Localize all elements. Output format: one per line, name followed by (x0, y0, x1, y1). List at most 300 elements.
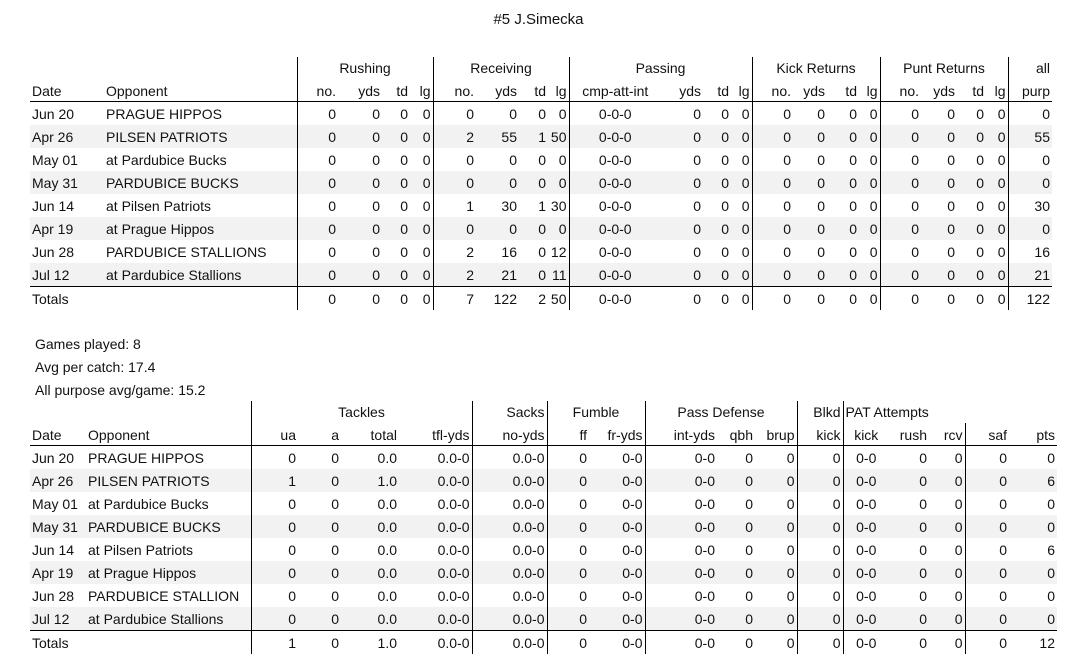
defense-cell: 0-0 (589, 607, 645, 631)
defense-cell: 0 (1047, 495, 1055, 512)
offense-totals-cell: 0 (793, 287, 827, 311)
offense-cell: 0 (997, 197, 1006, 214)
defense-cell: 0 (786, 449, 795, 466)
defense-cell: 0.0 (377, 587, 397, 604)
defense-cell: 0 (717, 607, 755, 631)
defense-cell: 0 (929, 515, 965, 538)
offense-cell: Jun 14 (32, 197, 75, 214)
offense-cell: 0 (880, 194, 921, 217)
defense-cell: 0.0-0 (472, 584, 547, 607)
offense-cell: 0 (693, 197, 701, 214)
offense-column-header: td (957, 79, 986, 102)
offense-totals-cell: 0 (703, 287, 731, 311)
offense-cell: 0 (297, 125, 338, 148)
defense-cell: 6 (1047, 541, 1055, 558)
defense-cell: May 31 (30, 515, 86, 538)
defense-totals-cell: 0 (547, 631, 589, 654)
defense-cell: 0 (331, 587, 339, 604)
offense-cell: 0 (382, 171, 410, 194)
defense-totals-cell: 1 (251, 631, 298, 654)
defense-cell: 0 (547, 561, 589, 584)
offense-cell: 0 (382, 125, 410, 148)
defense-cell: at Pardubice Bucks (88, 495, 209, 512)
defense-group-header: Pass Defense (645, 401, 797, 423)
offense-cell: 0 (827, 125, 859, 148)
defense-totals-cell: 0.0-0 (399, 631, 472, 654)
defense-cell: 0 (298, 561, 341, 584)
defense-cell: 0 (797, 538, 843, 561)
offense-cell: 16 (501, 243, 517, 260)
offense-cell: 50 (548, 125, 569, 148)
offense-group-header: Kick Returns (752, 57, 880, 79)
offense-column-header-row (30, 79, 1052, 102)
defense-totals-cell: 0.0-0 (472, 631, 547, 654)
offense-totals-cell (104, 287, 297, 311)
offense-cell: 0 (921, 217, 957, 240)
offense-cell: 0 (849, 151, 857, 168)
defense-cell: 0-0 (645, 515, 717, 538)
offense-cell: 0 (731, 263, 752, 287)
defense-totals-cell: 0-0 (645, 631, 717, 654)
offense-cell: 30 (1008, 194, 1052, 217)
defense-cell: 0 (1009, 607, 1057, 631)
offense-column-header: lg (410, 79, 433, 102)
offense-cell: Jun 28 (32, 243, 75, 260)
offense-cell: 0 (693, 151, 701, 168)
offense-cell: 2 (433, 125, 476, 148)
offense-column-header: no. (433, 79, 476, 102)
defense-cell: PARDUBICE BUCKS (86, 515, 251, 538)
defense-column-header: rcv (929, 423, 965, 446)
defense-cell: 0 (954, 495, 963, 512)
offense-cell: 0 (752, 263, 793, 287)
defense-cell: 0.0-0 (437, 587, 470, 604)
offense-cell: 0 (957, 263, 986, 287)
defense-group-header: Fumble (547, 401, 645, 423)
offense-cell: 0 (957, 171, 986, 194)
defense-cell: 0 (954, 541, 963, 558)
offense-totals-cell: 0 (986, 287, 1008, 311)
defense-cell: PILSEN PATRIOTS (86, 469, 251, 492)
offense-group-header-row (30, 57, 1052, 79)
defense-cell: 0 (745, 495, 753, 512)
offense-column-header: yds (476, 79, 519, 102)
defense-cell: 0.0 (377, 449, 397, 466)
defense-totals-cell: 0 (965, 631, 1009, 654)
defense-cell: 0 (298, 469, 341, 492)
offense-cell: 0 (410, 125, 433, 148)
offense-cell: 0 (509, 105, 517, 122)
offense-cell: 0 (976, 243, 984, 260)
offense-totals-cell: Totals (30, 287, 104, 311)
offense-cell: 0 (817, 243, 825, 260)
offense-cell: 0 (538, 151, 546, 168)
offense-cell: 0 (422, 151, 431, 168)
offense-cell: 0 (817, 151, 825, 168)
defense-cell: 0 (786, 495, 795, 512)
defense-group-header: Tackles (251, 401, 472, 423)
defense-cell: 0 (965, 515, 1009, 538)
defense-cell: 0 (251, 584, 298, 607)
defense-cell: 0 (547, 469, 589, 492)
defense-cell: 0.0-0 (399, 561, 472, 584)
defense-cell: 0 (251, 561, 298, 584)
offense-cell: PILSEN PATRIOTS (104, 125, 297, 148)
defense-totals-cell: 0 (755, 631, 797, 654)
offense-cell: PRAGUE HIPPOS (106, 105, 222, 122)
offense-cell: 0 (731, 217, 752, 240)
offense-cell: 0 (372, 105, 380, 122)
defense-column-header: kick (797, 423, 843, 446)
defense-totals-cell (86, 631, 251, 654)
offense-cell: 0 (1008, 171, 1052, 194)
offense-column-header: yds (661, 79, 703, 102)
offense-cell: 0 (433, 171, 476, 194)
offense-group-header: Rushing (297, 57, 433, 79)
defense-cell: 0 (954, 449, 963, 466)
defense-cell: 0.0-0 (437, 449, 470, 466)
defense-game-row (30, 515, 1057, 538)
offense-cell: 0 (382, 217, 410, 240)
offense-group-header: Passing (569, 57, 752, 79)
defense-cell: 0-0 (843, 561, 889, 584)
offense-totals-cell: 2 (519, 287, 548, 311)
offense-cell: 0 (372, 197, 380, 214)
defense-cell: 0 (889, 469, 929, 492)
offense-totals-cell: 122 (476, 287, 519, 311)
defense-cell: 0-0 (645, 469, 717, 492)
defense-cell: Apr 26 (30, 469, 86, 492)
offense-totals-cell: 0 (752, 287, 793, 311)
offense-cell: 0 (976, 151, 984, 168)
offense-cell: 0 (976, 197, 984, 214)
defense-cell: Jul 12 (30, 607, 86, 631)
defense-cell: 0 (889, 515, 929, 538)
offense-totals-cell: 0 (859, 287, 880, 311)
defense-cell: 0.0-0 (437, 541, 470, 558)
offense-totals-cell: 0 (297, 287, 338, 311)
offense-totals-cell: 7 (433, 287, 476, 311)
defense-cell: 0 (954, 587, 963, 604)
defense-cell: 0-0 (843, 446, 889, 470)
defense-cell: PRAGUE HIPPOS (88, 449, 204, 466)
defense-cell: 0-0 (843, 584, 889, 607)
defense-totals-cell: 0 (717, 631, 755, 654)
offense-cell: 0 (509, 151, 517, 168)
defense-column-header: brup (755, 423, 797, 446)
offense-cell: 0 (817, 105, 825, 122)
defense-cell: 0 (965, 538, 1009, 561)
offense-column-header: td (382, 79, 410, 102)
offense-game-row (30, 217, 1052, 240)
offense-cell: 0 (921, 171, 957, 194)
offense-cell: 0 (976, 105, 984, 122)
defense-cell: 0 (919, 541, 927, 558)
offense-cell: 0 (859, 217, 880, 240)
offense-cell: 0 (880, 171, 921, 194)
offense-cell: Apr 19 (30, 217, 104, 240)
defense-column-header: rush (889, 423, 929, 446)
offense-column-header: no. (752, 79, 793, 102)
defense-cell: 0-0 (589, 515, 645, 538)
offense-cell: 0 (752, 240, 793, 263)
offense-cell: 0 (400, 151, 408, 168)
offense-cell: 0 (880, 240, 921, 263)
offense-cell: 0 (548, 217, 569, 240)
defense-cell: 0 (547, 446, 589, 470)
offense-cell: 0 (793, 171, 827, 194)
games-played: Games played: 8 (35, 336, 141, 352)
defense-totals-cell: 0 (797, 631, 843, 654)
offense-cell: 0 (741, 243, 750, 260)
defense-game-row (30, 584, 1057, 607)
defense-cell: 0 (298, 515, 341, 538)
defense-cell: 0 (797, 469, 843, 492)
offense-cell: 0 (793, 125, 827, 148)
offense-cell: 0 (752, 217, 793, 240)
offense-cell: 1 (433, 194, 476, 217)
defense-cell: 0 (745, 449, 753, 466)
offense-cell: 0 (297, 148, 338, 171)
defense-totals-cell: 0 (889, 631, 929, 654)
offense-cell: 0 (372, 151, 380, 168)
offense-cell: 0 (422, 197, 431, 214)
offense-column-header: lg (731, 79, 752, 102)
offense-cell: 0 (538, 105, 546, 122)
defense-cell: PARDUBICE STALLION (88, 587, 240, 604)
defense-cell: 0 (547, 538, 589, 561)
offense-cell: 30 (550, 197, 567, 214)
offense-cell: 21 (476, 263, 519, 287)
defense-cell: at Pardubice Stallions (86, 607, 251, 631)
offense-cell: 0 (703, 171, 731, 194)
defense-cell: 0-0 (843, 492, 889, 515)
offense-cell: 0 (422, 105, 431, 122)
defense-column-header: qbh (717, 423, 755, 446)
defense-cell: 0 (965, 561, 1009, 584)
defense-cell: 0 (331, 495, 339, 512)
defense-cell: 0 (929, 607, 965, 631)
offense-cell: 0 (338, 125, 382, 148)
defense-totals-cell: 12 (1009, 631, 1057, 654)
offense-totals-cell: 0 (880, 287, 921, 311)
offense-cell: 0 (731, 171, 752, 194)
offense-cell: Apr 26 (30, 125, 104, 148)
defense-cell: 0 (1009, 561, 1057, 584)
defense-cell: 0-0 (589, 469, 645, 492)
offense-cell: 0 (741, 105, 750, 122)
defense-cell: 0.0 (377, 495, 397, 512)
offense-cell: 0 (869, 197, 878, 214)
defense-cell: 0 (755, 515, 797, 538)
defense-cell: 0-0 (645, 538, 717, 561)
defense-cell: 0 (797, 515, 843, 538)
offense-cell: 0 (372, 243, 380, 260)
defense-cell: 0-0 (622, 449, 643, 466)
offense-cell: 1 (538, 197, 546, 214)
offense-cell: 0 (410, 263, 433, 287)
defense-cell: 0 (797, 584, 843, 607)
offense-group-header: Punt Returns (880, 57, 1008, 79)
offense-game-row (30, 125, 1052, 148)
offense-totals-cell: 0 (661, 287, 703, 311)
offense-column-header: yds (793, 79, 827, 102)
defense-cell: 0 (251, 538, 298, 561)
offense-cell: 0 (548, 171, 569, 194)
defense-cell: 0 (547, 584, 589, 607)
offense-totals-cell: 50 (548, 287, 569, 311)
offense-cell: 0-0-0 (569, 171, 661, 194)
offense-cell: 0 (849, 243, 857, 260)
offense-cell: 0-0-0 (569, 217, 661, 240)
offense-cell: 0 (921, 263, 957, 287)
offense-cell: 0 (827, 171, 859, 194)
offense-cell: 0 (433, 148, 476, 171)
offense-cell: 0 (338, 263, 382, 287)
defense-cell: 0 (251, 607, 298, 631)
defense-cell: 0.0 (377, 541, 397, 558)
offense-cell: 0 (752, 102, 793, 126)
offense-cell: 0-0-0 (569, 102, 661, 126)
offense-game-row (30, 102, 1052, 126)
defense-cell: 0-0 (645, 584, 717, 607)
offense-cell: 0 (297, 102, 338, 126)
defense-column-header: ff (547, 423, 589, 446)
defense-cell: 0 (919, 495, 927, 512)
defense-group-header-row (30, 401, 1057, 423)
defense-group-spacer (30, 401, 251, 423)
offense-cell: 0 (338, 217, 382, 240)
offense-cell: 0 (1008, 102, 1052, 126)
offense-column-header: Date (30, 79, 104, 102)
defense-totals-cell: 0-0 (589, 631, 645, 654)
defense-cell: 0-0 (843, 607, 889, 631)
offense-cell: 0 (752, 171, 793, 194)
defense-totals-cell: Totals (30, 631, 86, 654)
offense-cell: 0 (947, 105, 955, 122)
offense-cell: 2 (433, 263, 476, 287)
defense-totals-cell: 0 (298, 631, 341, 654)
offense-cell: 0 (849, 105, 857, 122)
defense-cell: 0-0 (622, 541, 643, 558)
offense-cell: 0 (693, 243, 701, 260)
offense-cell: May 31 (30, 171, 104, 194)
defense-cell: 0 (331, 541, 339, 558)
defense-cell: 0.0-0 (472, 538, 547, 561)
offense-cell: 0 (986, 125, 1008, 148)
defense-game-row (30, 469, 1057, 492)
offense-cell: 0 (880, 148, 921, 171)
offense-cell: 0 (721, 197, 729, 214)
offense-cell: 0 (476, 171, 519, 194)
defense-column-header: kick (843, 423, 889, 446)
defense-column-header: int-yds (645, 423, 717, 446)
offense-cell: 0 (997, 243, 1006, 260)
offense-cell: 0 (661, 171, 703, 194)
defense-cell: 0.0 (341, 515, 399, 538)
offense-column-header: yds (338, 79, 382, 102)
defense-column-header: no-yds (472, 423, 547, 446)
defense-cell: 0.0-0 (399, 469, 472, 492)
offense-cell: 0 (433, 217, 476, 240)
offense-cell: 0 (957, 217, 986, 240)
offense-cell: 0 (880, 125, 921, 148)
offense-cell: 0 (538, 243, 546, 260)
offense-cell: 0 (869, 151, 878, 168)
offense-cell: 0 (703, 263, 731, 287)
offense-cell: 0 (558, 105, 567, 122)
offense-totals-cell: 0 (338, 287, 382, 311)
defense-cell: 0 (251, 492, 298, 515)
offense-cell: 0-0-0 (569, 148, 661, 171)
defense-cell: 0-0 (622, 587, 643, 604)
defense-cell: 0.0-0 (472, 515, 547, 538)
offense-cell: 0 (869, 243, 878, 260)
defense-game-row (30, 492, 1057, 515)
offense-cell: 0 (410, 217, 433, 240)
offense-stats-table (30, 57, 1052, 310)
offense-group-header: Receiving (433, 57, 569, 79)
offense-cell: 0 (721, 105, 729, 122)
offense-cell: 0 (400, 105, 408, 122)
defense-cell: at Pilsen Patriots (88, 541, 194, 558)
defense-column-header: Date (30, 423, 86, 446)
defense-cell: 0 (1009, 515, 1057, 538)
offense-cell: 0 (297, 240, 338, 263)
defense-cell: 0 (251, 446, 298, 470)
offense-cell: 0 (400, 243, 408, 260)
offense-cell: 0 (297, 194, 338, 217)
offense-totals-row (30, 287, 1052, 311)
defense-column-header: a (298, 423, 341, 446)
offense-totals-cell: 122 (1008, 287, 1052, 311)
defense-cell: 0 (919, 449, 927, 466)
offense-cell: 0 (297, 263, 338, 287)
defense-cell: 0 (965, 607, 1009, 631)
defense-cell: 0 (755, 469, 797, 492)
offense-cell: 0 (859, 125, 880, 148)
defense-cell: 0 (889, 561, 929, 584)
defense-cell: Jun 20 (32, 449, 75, 466)
offense-totals-cell: 0 (382, 287, 410, 311)
offense-cell: 0 (693, 105, 701, 122)
offense-cell: 0-0-0 (569, 125, 661, 148)
offense-cell: 0-0-0 (569, 240, 661, 263)
offense-cell: 0 (859, 263, 880, 287)
offense-cell: May 01 (32, 151, 78, 168)
offense-cell: 12 (550, 243, 567, 260)
offense-cell: 0 (793, 263, 827, 287)
offense-cell: 0 (880, 263, 921, 287)
defense-cell: 0-0 (645, 492, 717, 515)
defense-column-header: tfl-yds (399, 423, 472, 446)
offense-cell: 0 (997, 105, 1006, 122)
defense-game-row (30, 561, 1057, 584)
offense-cell: 55 (476, 125, 519, 148)
defense-cell: 0 (745, 541, 753, 558)
offense-cell: 0 (382, 263, 410, 287)
offense-cell: 0 (741, 197, 750, 214)
offense-cell: 0 (703, 125, 731, 148)
offense-cell: 0 (661, 125, 703, 148)
defense-cell: 0 (889, 607, 929, 631)
offense-cell: 30 (501, 197, 517, 214)
avg-per-catch: Avg per catch: 17.4 (35, 359, 156, 375)
offense-cell: 0 (827, 217, 859, 240)
defense-cell: 1.0 (341, 469, 399, 492)
offense-group-spacer (30, 57, 297, 79)
defense-totals-cell: 0-0 (843, 631, 889, 654)
